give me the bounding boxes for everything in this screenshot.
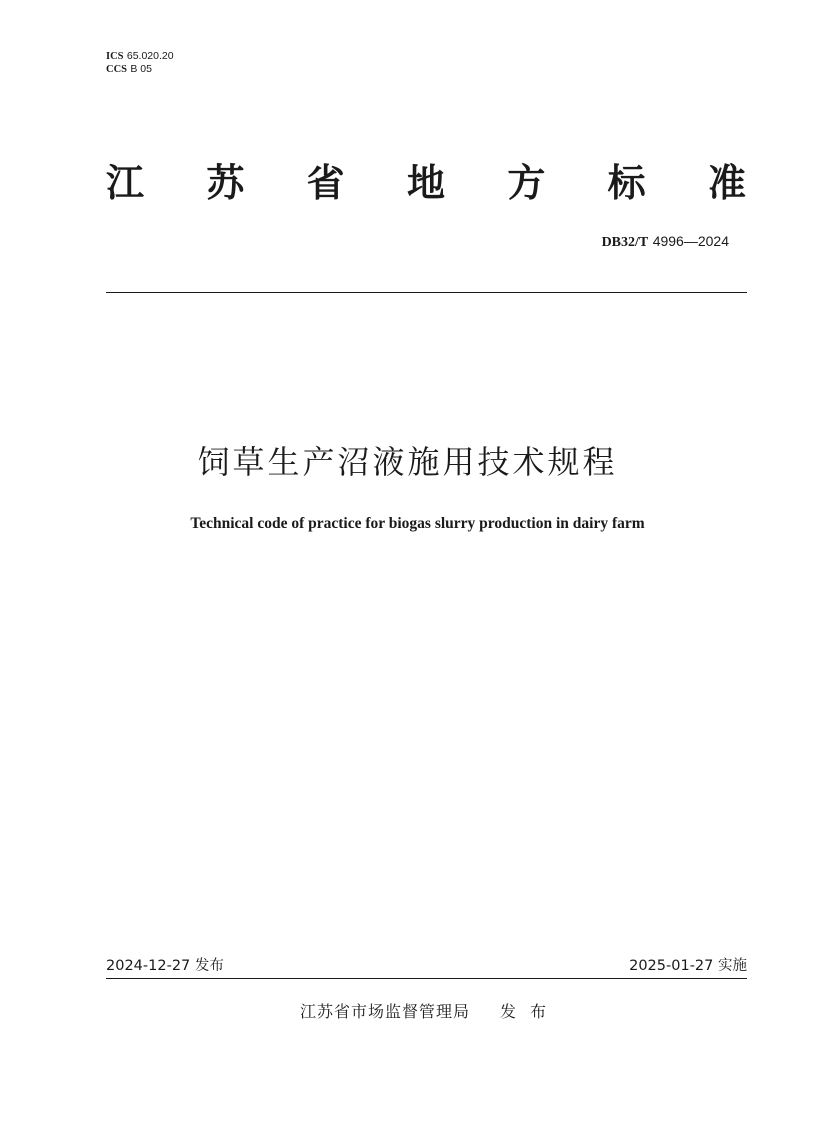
standard-type-char: 地 bbox=[406, 161, 445, 205]
standard-type-char: 江 bbox=[106, 161, 145, 205]
release-date: 2024-12-27 发布 bbox=[106, 958, 224, 974]
standard-type-heading bbox=[106, 160, 746, 206]
standard-number-value: 4996—2024 bbox=[652, 233, 729, 249]
ccs-line bbox=[106, 63, 174, 76]
standard-type-char: 方 bbox=[507, 161, 546, 205]
issuer-name: 江苏省市场监督管理局 bbox=[299, 1002, 470, 1021]
standard-type-char: 省 bbox=[306, 161, 345, 205]
standard-type-char: 苏 bbox=[206, 161, 245, 205]
footer-divider bbox=[106, 978, 747, 979]
header-divider bbox=[106, 292, 747, 293]
ics-label: ICS bbox=[106, 51, 124, 62]
standard-code: DB32/T bbox=[601, 235, 649, 250]
issuer-line bbox=[0, 1000, 815, 1024]
ccs-label: CCS bbox=[106, 64, 128, 75]
standard-number bbox=[602, 232, 729, 252]
implementation-date: 2025-01-27 实施 bbox=[629, 958, 747, 974]
standard-type-char: 标 bbox=[607, 161, 646, 205]
ccs-value: B 05 bbox=[130, 63, 152, 75]
dates-row bbox=[106, 956, 747, 976]
title-english: Technical code of practice for biogas slurry production in dairy farm bbox=[190, 515, 645, 532]
title-chinese: 饲草生产沼液施用技术规程 bbox=[197, 443, 618, 481]
ics-value: 65.020.20 bbox=[126, 50, 174, 62]
standard-type-char: 准 bbox=[707, 161, 746, 205]
issuer-action: 发布 bbox=[500, 1002, 561, 1021]
ics-line bbox=[106, 50, 174, 63]
classification-codes bbox=[106, 50, 174, 76]
